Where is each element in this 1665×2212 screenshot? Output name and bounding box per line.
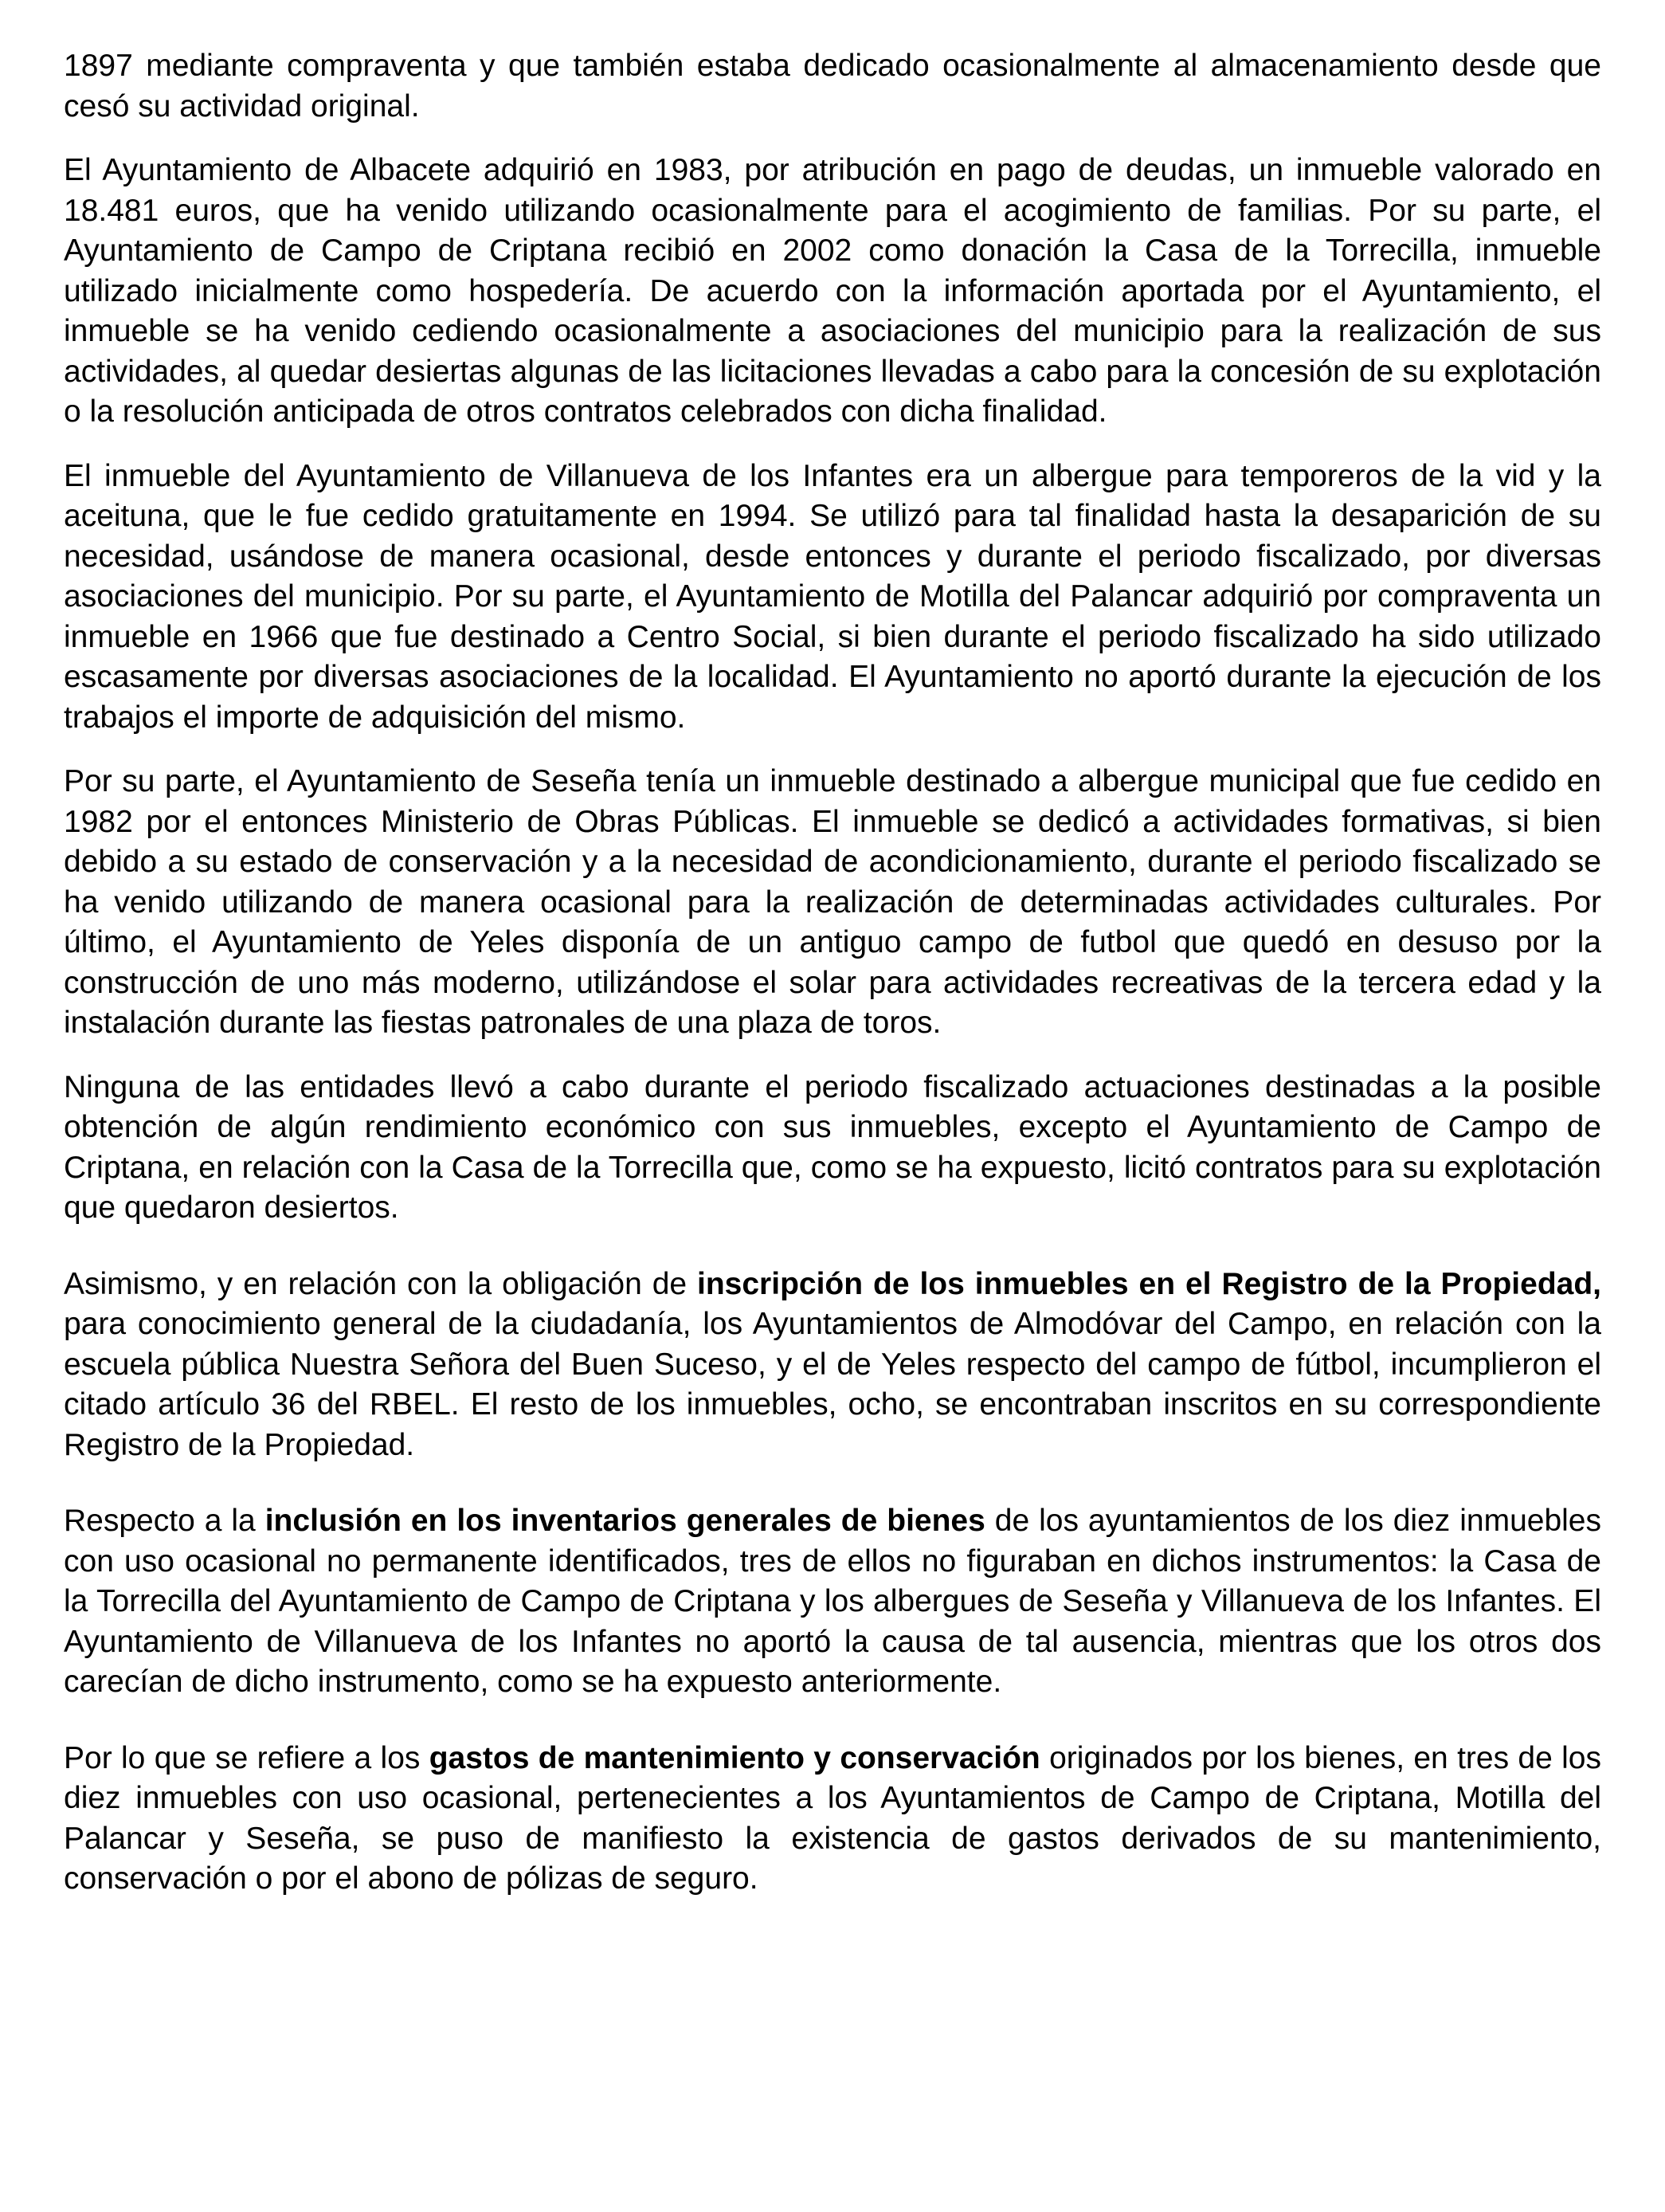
paragraph-8-bold-text: gastos de mantenimiento y conservación [429, 1740, 1040, 1775]
paragraph-4 [64, 762, 1601, 1044]
paragraph-2-text: El Ayuntamiento de Albacete adquirió en 1983, por atribución en pago de deudas, un inmueble valorado en 18.481 euros, que ha venido utilizando ocasionalmente para el acogimiento de familias. Por su parte, el Ayuntamiento de Campo de Criptana recibió en 2002 como donación la Casa de la Torrecilla, inmueble utilizado inicialmente como hospedería. De acuerdo con la información aportada por el Ayuntamiento, el inmueble se ha venido cediendo ocasionalmente a asociaciones del municipio para la realización de sus actividades, al quedar desiertas algunas de las licitaciones llevadas a cabo para la concesión de su explotación o la resolución anticipada de otros contratos celebrados con dicha finalidad. [64, 153, 1601, 429]
paragraph-6-bold-text: inscripción de los inmuebles en el Registro de la Propiedad, [697, 1266, 1602, 1301]
paragraph-1-text: 1897 mediante compraventa y que también estaba dedicado ocasionalmente al almacenamiento desde que cesó su actividad original. [64, 49, 1601, 124]
paragraph-6-text-start: Asimismo, y en relación con la obligación de [64, 1266, 698, 1301]
paragraph-8 [64, 1739, 1601, 1900]
paragraph-3-text: El inmueble del Ayuntamiento de Villanueva de los Infantes era un albergue para temporeros de la vid y la aceituna, que le fue cedido gratuitamente en 1994. Se utilizó para tal finalidad hasta la desaparición de su necesidad, usándose de manera ocasional, desde entonces y durante el periodo fiscalizado, por diversas asociaciones del municipio. Por su parte, el Ayuntamiento de Motilla del Palancar adquirió por compraventa un inmueble en 1966 que fue destinado a Centro Social, si bien durante el periodo fiscalizado ha sido utilizado escasamente por diversas asociaciones de la localidad. El Ayuntamiento no aportó durante la ejecución de los trabajos el importe de adquisición del mismo. [64, 458, 1601, 735]
paragraph-8-text-end: originados por los bienes, en tres de los diez inmuebles con uso ocasional, pertenecientes a los Ayuntamientos de Campo de Criptana, Motilla del Palancar y Seseña, se puso de manifiesto la existencia de gastos derivados de su mantenimiento, conservación o por el abono de pólizas de seguro. [64, 1740, 1601, 1896]
paragraph-4-text: Por su parte, el Ayuntamiento de Seseña tenía un inmueble destinado a albergue municipal que fue cedido en 1982 por el entonces Ministerio de Obras Públicas. El inmueble se dedicó a actividades formativas, si bien debido a su estado de conservación y a la necesidad de acondicionamiento, durante el periodo fiscalizado se ha venido utilizando de manera ocasional para la realización de determinadas actividades culturales. Por último, el Ayuntamiento de Yeles disponía de un antiguo campo de futbol que quedó en desuso por la construcción de uno más moderno, utilizándose el solar para actividades recreativas de la tercera edad y la instalación durante las fiestas patronales de una plaza de toros. [64, 764, 1601, 1040]
paragraph-6-text-end: para conocimiento general de la ciudadanía, los Ayuntamientos de Almodóvar del Campo, en relación con la escuela pública Nuestra Señora del Buen Suceso, y el de Yeles respecto del campo de fútbol, incumplieron el citado artículo 36 del RBEL. El resto de los inmuebles, ocho, se encontraban inscritos en su correspondiente Registro de la Propiedad. [64, 1307, 1601, 1462]
paragraph-7-text-end: de los ayuntamientos de los diez inmuebles con uso ocasional no permanente identificados, tres de ellos no figuraban en dichos instrumentos: la Casa de la Torrecilla del Ayuntamiento de Campo de Criptana y los albergues de Seseña y Villanueva de los Infantes. El Ayuntamiento de Villanueva de los Infantes no aportó la causa de tal ausencia, mientras que los otros dos carecían de dicho instrumento, como se ha expuesto anteriormente. [64, 1504, 1601, 1699]
paragraph-3 [64, 457, 1601, 739]
paragraph-7 [64, 1501, 1601, 1703]
document-page [64, 46, 1601, 1924]
paragraph-7-text-start: Respecto a la [64, 1504, 265, 1538]
paragraph-1 [64, 46, 1601, 127]
paragraph-8-text-start: Por lo que se refiere a los [64, 1740, 429, 1775]
paragraph-5-text: Ninguna de las entidades llevó a cabo durante el periodo fiscalizado actuaciones destinadas a la posible obtención de algún rendimiento económico con sus inmuebles, excepto el Ayuntamiento de Campo de Criptana, en relación con la Casa de la Torrecilla que, como se ha expuesto, licitó contratos para su explotación que quedaron desiertos. [64, 1069, 1601, 1225]
paragraph-7-bold-text: inclusión en los inventarios generales de bienes [264, 1504, 985, 1538]
paragraph-6 [64, 1265, 1601, 1466]
paragraph-5 [64, 1068, 1601, 1229]
paragraph-2 [64, 151, 1601, 433]
